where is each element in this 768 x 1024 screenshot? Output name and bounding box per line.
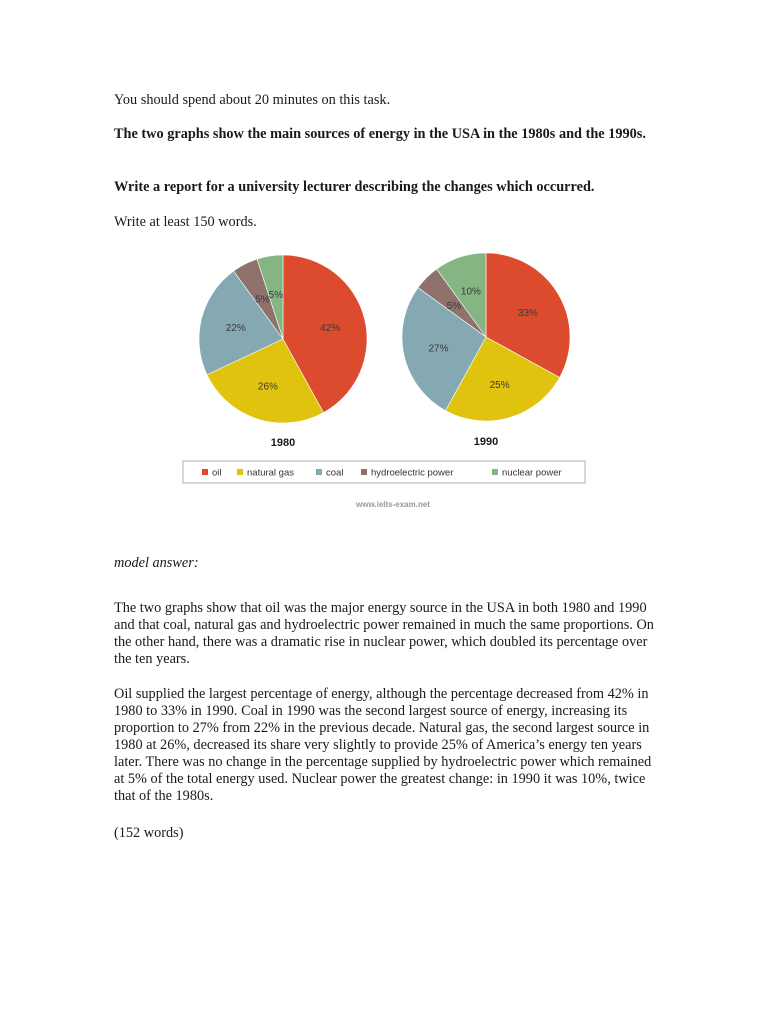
pie-title-1990: 1990	[473, 436, 499, 448]
task-instruction: You should spend about 20 minutes on this task.	[114, 92, 391, 108]
watermark-text: www.ielts-exam.net	[356, 500, 430, 509]
legend-swatch-oil	[202, 469, 208, 475]
pie-label-1990-natural-gas: 25%	[489, 379, 510, 391]
pie-label-1990-coal: 27%	[428, 343, 449, 355]
word-requirement: Write at least 150 words.	[114, 214, 257, 230]
chart-legend	[183, 461, 585, 483]
legend-label-oil: oil	[212, 467, 222, 479]
pie-chart-1980	[199, 255, 367, 449]
answer-heading: model answer:	[114, 555, 199, 571]
task-request: Write a report for a university lecturer describing the changes which occurred.	[114, 179, 595, 195]
pie-chart-1990	[402, 253, 570, 448]
word-count: (152 words)	[114, 825, 184, 841]
pie-label-1980-hydroelectric-power: 5%	[255, 294, 270, 306]
pie-label-1980-nuclear-power: 5%	[268, 290, 284, 302]
energy-pie-charts	[180, 244, 590, 514]
legend-label-nuclear-power: nuclear power	[502, 467, 562, 479]
legend-label-natural-gas: natural gas	[247, 467, 295, 479]
pie-label-1990-oil: 33%	[517, 308, 538, 320]
legend-swatch-hydroelectric-power	[361, 469, 367, 475]
legend-swatch-nuclear-power	[492, 469, 498, 475]
pie-label-1990-hydroelectric-power: 5%	[446, 300, 462, 312]
legend-swatch-natural-gas	[237, 469, 243, 475]
pie-label-1980-natural-gas: 26%	[257, 381, 278, 393]
pie-title-1980: 1980	[270, 437, 296, 449]
task-prompt: The two graphs show the main sources of energy in the USA in the 1980s and the 1990s.	[114, 126, 646, 142]
pie-label-1990-nuclear-power: 10%	[460, 286, 481, 298]
legend-swatch-coal	[316, 469, 322, 475]
answer-paragraph-1: The two graphs show that oil was the major energy source in the USA in both 1980 and 1990 and that coal, natural gas and hydroelectric power remained in much the same proportions. On the other hand, there was a dramatic rise in nuclear power, which doubled its percentage over the ten years.	[114, 600, 654, 667]
answer-paragraph-2: Oil supplied the largest percentage of energy, although the percentage decreased from 42% in 1980 to 33% in 1990. Coal in 1990 was the second largest source of energy, increasing its proportion to 27% from 22% in the previous decade. Natural gas, the second largest source in 1980 at 26%, decreased its share very slightly to provide 25% of America’s energy ten years later. There was no change in the percentage supplied by hydroelectric power which remained at 5% of the total energy used. Nuclear power the greatest change: in 1990 it was 10%, twice that of the 1980s.	[114, 686, 652, 804]
pie-label-1980-coal: 22%	[225, 322, 246, 334]
legend-label-coal: coal	[326, 467, 344, 479]
legend-label-hydroelectric-power: hydroelectric power	[371, 467, 454, 479]
pie-label-1980-oil: 42%	[320, 322, 341, 334]
